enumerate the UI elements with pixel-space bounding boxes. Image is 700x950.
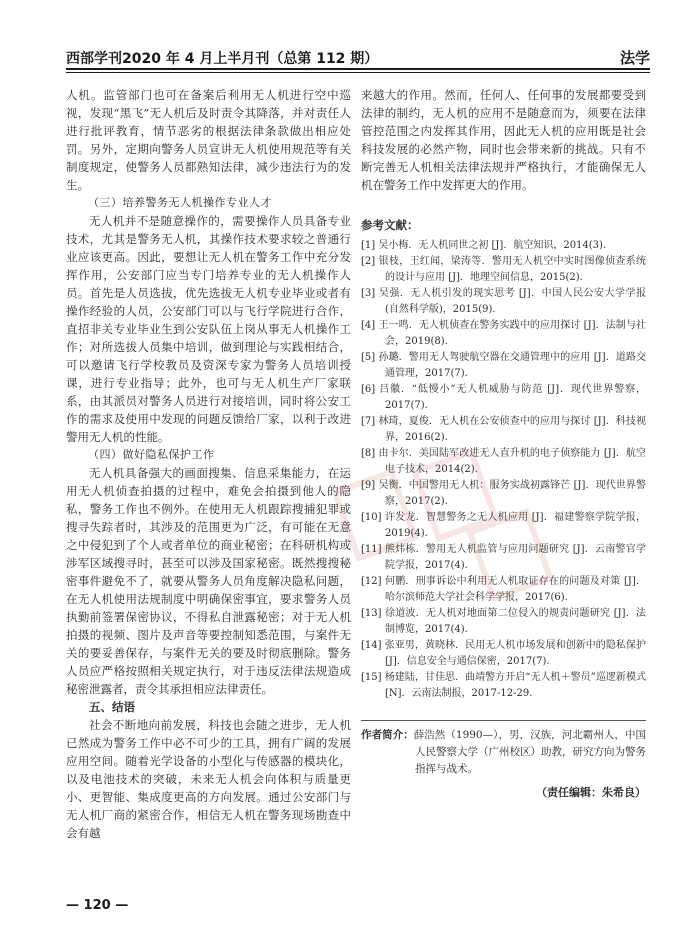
author-bio xyxy=(361,720,646,778)
reference-list xyxy=(361,238,646,702)
page-number: — 120 — xyxy=(66,898,129,913)
reference-item: [2] 银枝，王红闻，梁涛等．警用无人机空中实时图像侦查系统的设计与应用 [J]．地理空间信息，2015(2). xyxy=(361,256,646,283)
journal-title: 西部学刊2020 年 4 月上半月刊（总第 112 期） xyxy=(66,51,379,67)
header-rule-thin xyxy=(66,72,650,73)
reference-item: [10] 许发龙．智慧警务之无人机应用 [J]．福建警察学院学报，2019(4). xyxy=(361,512,646,539)
section-label: 法学 xyxy=(619,49,650,67)
reference-item: [7] 林琦，夏俊．无人机在公安侦查中的应用与探讨 [J]．科技视界，2016(2). xyxy=(361,416,646,443)
reference-item: [5] 孙璐．警用无人驾驶航空器在交通管理中的应用 [J]．道路交通管理，2017(7). xyxy=(361,352,646,379)
page-header xyxy=(66,44,650,70)
reference-item: [14] 张亚男，黄晓林．民用无人机市场发展和创新中的隐私保护 [J]．信息安全与通信保密，2017(7). xyxy=(361,640,646,667)
reference-item: [8] 由卡尔．美国陆军改进无人直升机的电子侦察能力 [J]．航空电子技术，2014(2). xyxy=(361,448,646,475)
reference-item: [13] 徐道波．无人机对地面第二位侵入的规责问题研究 [J]．法制博览，2017(4). xyxy=(361,608,646,635)
reference-item: [9] 吴衡．中国警用无人机：服务实战初露锋芒 [J]．现代世界警察，2017(2). xyxy=(361,480,646,507)
paragraph: 来越大的作用。然而，任何人、任何事的发展都要受到法律的制约，无人机的应用不是随意而为，须要在法律管控范围之内发挥其作用，因此无人机的应用既是社会科技发展的必然产物，同时也会带来新的挑战。只有不断完善无人机相关法律法规并严格执行，才能确保无人机在警务工作中发挥更大的作用。 xyxy=(361,88,646,192)
paragraph: 社会不断地向前发展，科技也会随之进步，无人机已然成为警务工作中必不可少的工具，拥有广阔的发展应用空间。随着光学设备的小型化与传感器的模块化，以及电池技术的突破，未来无人机会向体积与质量更小、更智能、集成度更高的方向发展。通过公安部门与无人机厂商的紧密合作，相信无人机在警务现场勘查中会有越 xyxy=(66,718,351,840)
reference-item: [4] 王一鸣．无人机侦查在警务实践中的应用探讨 [J]．法制与社会，2019(8). xyxy=(361,320,646,347)
paragraph: 人机。监管部门也可在备案后利用无人机进行空中巡视，发现“黑飞”无人机后及时责令其降落，并对责任人进行批评教育，情节恶劣的根据法律条款做出相应处罚。另外，定期向警务人员宣讲无人机使用规范等有关制度规定，使警务人员都熟知法律，减少违法行为的发生。 xyxy=(66,88,351,192)
section-heading: 五、结语 xyxy=(89,700,135,714)
right-column xyxy=(361,86,646,802)
paragraph: 无人机具备强大的画面搜集、信息采集能力，在运用无人机侦查拍摄的过程中，难免会拍摄到他人的隐私，警务工作也不例外。在使用无人机跟踪搜捕犯罪或搜寻失踪者时，其涉及的范围更为广泛，有可能在无意之中侵犯到了个人或者单位的商业秘密；在科研机构或涉军区域搜寻时，甚至可以涉及国家秘密。既然搜搜秘密事件避免不了，就要从警务人员角度解决隐私问题，在无人机使用法规制度中明确保密事宜，要求警务人员执勤前签署保密协议，不得私自泄露秘密；对于无人机拍摄的视频、图片及声音等要控制知悉范围，与案件无关的要妥善保存，与案件无关的要及时彻底删除。警务人员应严格按照相关规定执行，对于违反法律法规造成秘密泄露者，责令其承担相应法律责任。 xyxy=(66,466,351,696)
subheading: （三）培养警务无人机操作专业人才 xyxy=(88,196,272,209)
reference-item: [12] 何鹏．刑事诉讼中利用无人机取证存在的问题及对策 [J]．哈尔滨师范大学社会科学学报，2017(6). xyxy=(361,576,646,603)
reference-item: [3] 吴强．无人机引发的现实思考 [J]．中国人民公安大学学报(自然科学版)，2015(9). xyxy=(361,288,646,315)
reference-item: [11] 熊炜栋．警用无人机监管与应用问题研究 [J]．云南警官学院学报，2017(4). xyxy=(361,544,646,571)
header-rule xyxy=(66,68,650,70)
reference-item: [1] 吴小梅．无人机同世之初 [J]．航空知识，2014(3). xyxy=(361,240,607,251)
author-bio-label: 作者简介： xyxy=(361,729,414,741)
reference-item: [15] 杨建陆，甘佳思．曲靖警方开启“无人机＋警员”巡逻新模式 [N]．云南法制报，2017-12-29. xyxy=(361,672,646,699)
subheading: （四）做好隐私保护工作 xyxy=(88,448,215,461)
responsible-editor: （责任编辑：朱希良） xyxy=(536,786,646,799)
paragraph: 无人机并不是随意操作的，需要操作人员具备专业技术，尤其是警务无人机，其操作技术要求较之普通行业应该更高。因此，要想让无人机在警务工作中充分发挥作用，公安部门应当专门培养专业的无人机操作人员。首先是人员选拔，优先选拔无人机专业毕业或者有操作经验的人员，公安部门可以与飞行学院进行合作，直招非关专业毕业生到公安队伍上岗从事无人机操作工作；对所选拔人员集中培训，做到理论与实践相结合，可以邀请飞行学校教员及资深专家为警务人员培训授课，进行专业指导；此外，也可与无人机生产厂家联系，由其派员对警务人员进行对接培训，同时将公安工作的需求及使用中发现的问题反馈给厂家，以利于改进警用无人机的性能。 xyxy=(66,214,351,444)
references-title: 参考文献： xyxy=(361,218,419,232)
reference-item: [6] 吕徽．“低慢小”无人机威胁与防范 [J]．现代世界警察，2017(7). xyxy=(361,384,646,411)
author-bio-text: 薛浩然（1990—），男，汉族，河北霸州人，中国人民警察大学（广州校区）助教，研究方向为警务指挥与战术。 xyxy=(413,729,646,775)
left-column xyxy=(66,86,351,842)
